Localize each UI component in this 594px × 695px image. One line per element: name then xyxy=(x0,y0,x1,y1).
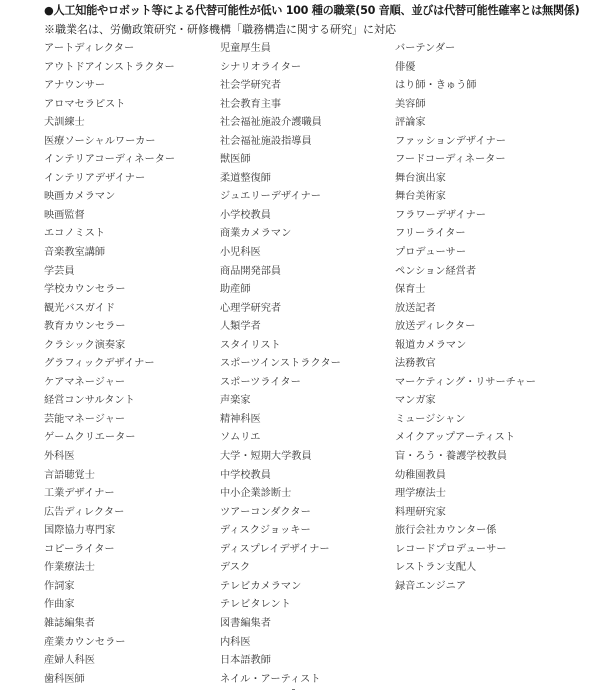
occupation-column-1 xyxy=(44,42,175,691)
occupation-item: 歯科医師 xyxy=(44,673,85,685)
occupation-item: グラフィックデザイナー xyxy=(44,358,155,370)
occupation-item: 助産師 xyxy=(220,284,251,296)
occupation-item: 社会教育主事 xyxy=(220,98,282,110)
occupation-item: 児童厚生員 xyxy=(220,43,271,54)
page-footer-mark xyxy=(292,689,295,690)
occupation-item: 社会福祉施設介護職員 xyxy=(220,117,322,129)
occupation-item: 工業デザイナー xyxy=(44,488,115,500)
occupation-item: 社会学研究者 xyxy=(220,80,282,92)
occupation-item: 商業カメラマン xyxy=(220,228,292,240)
occupation-item: 柔道整復師 xyxy=(220,172,271,184)
occupation-item: 人類学者 xyxy=(220,321,261,333)
occupation-item: スポーツライター xyxy=(220,376,301,388)
occupation-item: 商品開発部員 xyxy=(220,265,282,277)
occupation-item: 舞台美術家 xyxy=(395,191,446,203)
occupation-item: 録音エンジニア xyxy=(395,580,467,592)
occupation-column-2 xyxy=(220,42,341,691)
source-note: ※職業名は、労働政策研究・研修機構「職務構造に関する研究」に対応 xyxy=(44,23,396,36)
occupation-item: 中学校教員 xyxy=(220,469,271,481)
occupation-item: 図書編集者 xyxy=(220,617,271,629)
occupation-item: スポーツインストラクター xyxy=(220,358,341,370)
occupation-item: 作業療法士 xyxy=(44,562,95,574)
occupation-item: 盲・ろう・養護学校教員 xyxy=(395,451,508,463)
occupation-item: 旅行会社カウンター係 xyxy=(395,525,497,537)
occupation-item: 保育士 xyxy=(395,284,426,296)
occupation-item: ファッションデザイナー xyxy=(395,135,506,147)
occupation-item: プロデューサー xyxy=(395,247,467,259)
occupation-item: エコノミスト xyxy=(44,228,106,240)
occupation-item: 教育カウンセラー xyxy=(44,321,126,333)
occupation-item: ソムリエ xyxy=(220,432,261,444)
occupation-item: スタイリスト xyxy=(220,339,281,351)
occupation-item: レストラン支配人 xyxy=(395,562,477,574)
occupation-item: はり師・きゅう師 xyxy=(395,80,477,92)
occupation-item: 観光バスガイド xyxy=(44,302,116,314)
occupation-item: ディスクジョッキー xyxy=(220,525,311,537)
occupation-item: 作曲家 xyxy=(44,599,75,611)
occupation-item: ミュージシャン xyxy=(395,413,466,425)
occupation-item: 産婦人科医 xyxy=(44,655,95,667)
occupation-item: 日本語教師 xyxy=(220,655,271,667)
occupation-item: 言語聴覚士 xyxy=(44,469,95,481)
occupation-item: 経営コンサルタント xyxy=(44,395,135,407)
occupation-column-3 xyxy=(395,42,536,598)
occupation-item: 学校カウンセラー xyxy=(44,284,126,296)
occupation-item: 社会福祉施設指導員 xyxy=(220,135,312,147)
occupation-item: ディスプレイデザイナー xyxy=(220,543,330,555)
occupation-item: クラシック演奏家 xyxy=(44,339,126,351)
occupation-item: アロマセラピスト xyxy=(44,98,126,110)
occupation-item: デスク xyxy=(220,562,251,574)
occupation-item: 雑誌編集者 xyxy=(44,617,95,629)
occupation-item: テレビタレント xyxy=(220,599,291,611)
occupation-item: 医療ソーシャルワーカー xyxy=(44,135,156,147)
occupation-item: アウトドアインストラクター xyxy=(44,61,175,73)
occupation-item: ペンション経営者 xyxy=(395,265,477,277)
occupation-item: 舞台演出家 xyxy=(395,172,446,184)
occupation-item: インテリアコーディネーター xyxy=(44,154,176,166)
occupation-item: 放送ディレクター xyxy=(395,321,476,333)
occupation-item: マンガ家 xyxy=(395,395,436,407)
occupation-item: 報道カメラマン xyxy=(395,339,467,351)
occupation-item: 放送記者 xyxy=(395,302,436,314)
occupation-item: 芸能マネージャー xyxy=(44,413,126,425)
occupation-item: フリーライター xyxy=(395,228,466,240)
occupation-item: インテリアデザイナー xyxy=(44,172,146,184)
occupation-item: 広告ディレクター xyxy=(44,506,125,518)
occupation-item: バーテンダー xyxy=(395,43,456,54)
occupation-item: ネイル・アーティスト xyxy=(220,673,321,685)
occupation-item: 大学・短期大学教員 xyxy=(220,451,312,463)
occupation-item: 小学校教員 xyxy=(220,209,271,221)
occupation-item: メイクアップアーティスト xyxy=(395,432,516,444)
occupation-item: 外科医 xyxy=(44,451,75,463)
occupation-item: 作詞家 xyxy=(44,580,75,592)
occupation-item: 犬訓練士 xyxy=(44,117,85,129)
occupation-item: 中小企業診断士 xyxy=(220,488,292,500)
occupation-item: 幼稚園教員 xyxy=(395,469,446,481)
occupation-item: 産業カウンセラー xyxy=(44,636,126,648)
occupation-item: フラワーデザイナー xyxy=(395,209,486,221)
occupation-item: 学芸員 xyxy=(44,265,75,277)
occupation-item: 国際協力専門家 xyxy=(44,525,116,537)
occupation-item: ゲームクリエーター xyxy=(44,432,136,444)
occupation-item: 声楽家 xyxy=(220,395,251,407)
occupation-item: アナウンサー xyxy=(44,80,106,92)
occupation-item: 小児科医 xyxy=(220,247,261,259)
occupation-item: 法務教官 xyxy=(395,358,436,370)
occupation-item: 映画監督 xyxy=(44,209,85,221)
page-title: ●人工知能やロボット等による代替可能性が低い 100 種の職業(50 音順、並びは代替可能性確率とは無関係) xyxy=(44,4,580,17)
occupation-item: 評論家 xyxy=(395,117,426,129)
occupation-item: ジュエリーデザイナー xyxy=(220,191,321,203)
occupation-item: 俳優 xyxy=(395,61,416,73)
occupation-item: 精神科医 xyxy=(220,413,261,425)
occupation-item: 映画カメラマン xyxy=(44,191,116,203)
occupation-item: 美容師 xyxy=(395,98,426,110)
occupation-item: 獣医師 xyxy=(220,154,251,166)
occupation-item: 内科医 xyxy=(220,636,251,648)
occupation-item: テレビカメラマン xyxy=(220,580,302,592)
occupation-item: コピーライター xyxy=(44,543,115,555)
occupation-item: ケアマネージャー xyxy=(44,376,126,388)
occupation-item: マーケティング・リサーチャー xyxy=(395,376,536,388)
occupation-item: アートディレクター xyxy=(44,43,135,54)
occupation-item: フードコーディネーター xyxy=(395,154,506,166)
occupation-item: 料理研究家 xyxy=(395,506,446,518)
occupation-item: ツアーコンダクター xyxy=(220,506,311,518)
occupation-item: 理学療法士 xyxy=(395,488,446,500)
occupation-item: レコードプロデューサー xyxy=(395,543,507,555)
occupation-item: シナリオライター xyxy=(220,61,302,73)
occupation-item: 心理学研究者 xyxy=(220,302,282,314)
occupation-item: 音楽教室講師 xyxy=(44,247,106,259)
